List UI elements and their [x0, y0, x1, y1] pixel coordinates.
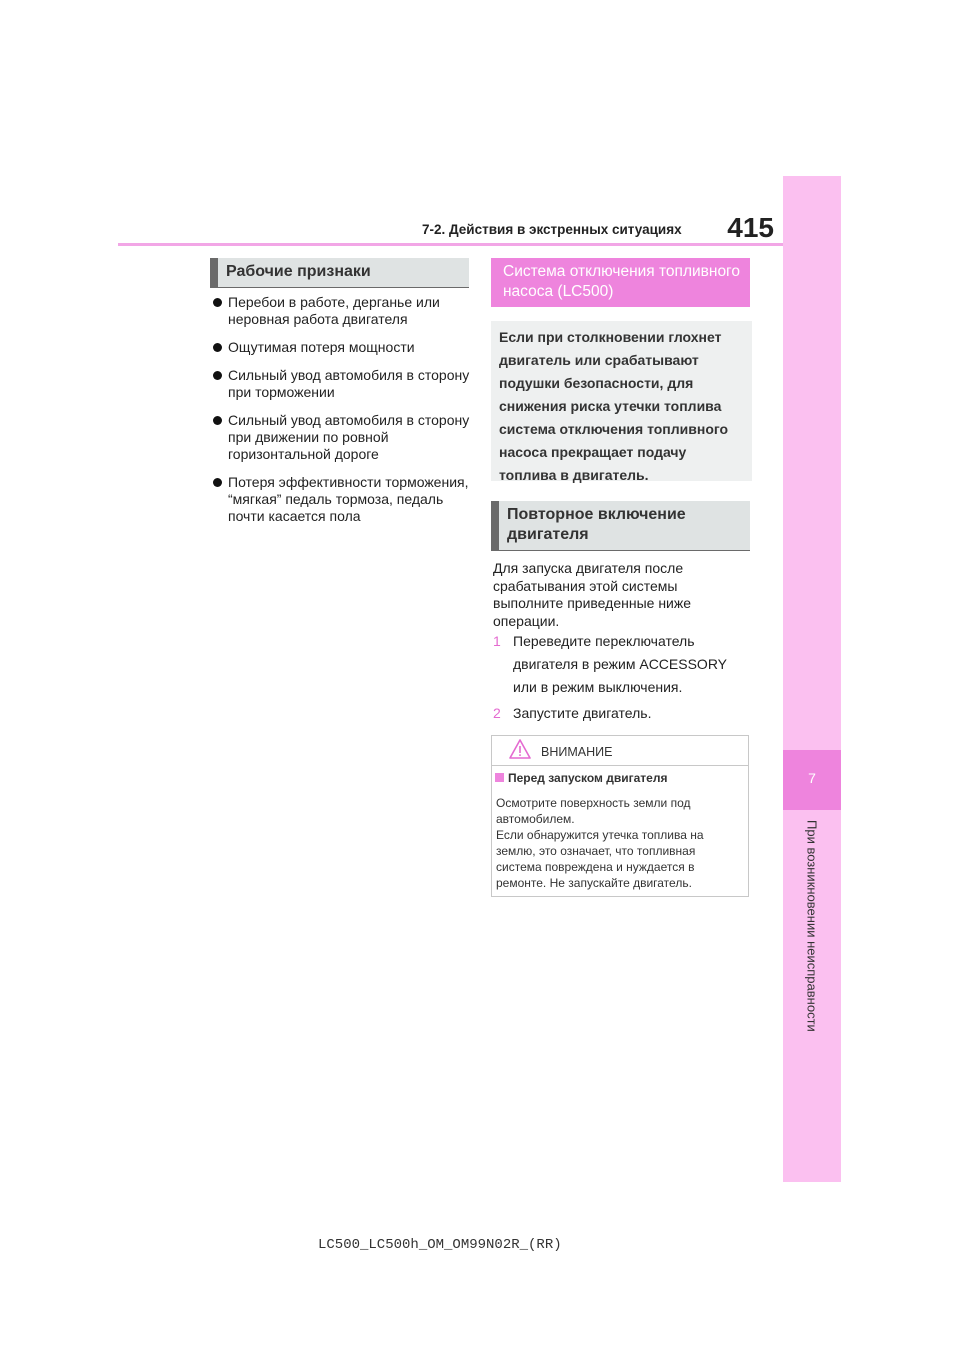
page-number: 415 — [727, 212, 774, 243]
header-divider — [118, 243, 783, 246]
restart-step-1 — [493, 630, 749, 699]
step-text: Переведите переключатель двигателя в режим ACCESSORY или в режим выключения. — [513, 633, 727, 695]
restart-intro: Для запуска двигателя после срабатывания этой системы выполните приведенные ниже операции. — [493, 560, 692, 629]
list-item: Потеря эффективности торможения, “мягкая” педаль тормоза, педаль почти касается пола — [210, 474, 470, 525]
step-number: 2 — [493, 705, 501, 721]
step-text: Запустите двигатель. — [513, 705, 652, 721]
caution-title-row — [492, 736, 748, 766]
fuel-cutoff-info-box: Если при столкновении глохнет двигатель или срабатывают подушки безопасности, для снижения риска утечки топлива система отключения топливного насоса прекращает подачу топлива в двигатель. — [491, 321, 752, 481]
restart-heading: Повторное включение двигателя — [491, 501, 750, 551]
fuel-cutoff-heading: Система отключения топливного насоса (LC500) — [491, 258, 750, 307]
warning-triangle-icon — [509, 739, 531, 765]
symptoms-heading: Рабочие признаки — [210, 258, 469, 288]
restart-step-2 — [493, 702, 749, 725]
list-item: Сильный увод автомобиля в сторону при торможении — [210, 367, 470, 401]
section-title: 7-2. Действия в экстренных ситуациях — [422, 222, 682, 237]
square-bullet-icon — [495, 773, 504, 782]
step-number: 1 — [493, 633, 501, 649]
caution-subheading-text: Перед запуском двигателя — [508, 771, 668, 785]
caution-title: ВНИМАНИЕ — [541, 745, 613, 759]
caution-subheading — [495, 771, 667, 785]
list-item: Ощутимая потеря мощности — [210, 339, 470, 356]
footer-code: LC500_LC500h_OM_OM99N02R_(RR) — [318, 1237, 562, 1253]
symptoms-list — [210, 294, 470, 536]
chapter-tab-label: При возникновении неисправности — [804, 820, 820, 1032]
list-item: Перебои в работе, дерганье или неровная работа двигателя — [210, 294, 470, 328]
caution-box — [491, 735, 749, 897]
caution-body: Осмотрите поверхность земли под автомобилем. Если обнаружится утечка топлива на землю, это означает, что топливная система повреждена и нуждается в ремонте. Не запускайте двигатель. — [496, 796, 704, 890]
list-item: Сильный увод автомобиля в сторону при движении по ровной горизонтальной дороге — [210, 412, 470, 463]
chapter-tab-number: 7 — [808, 770, 816, 786]
